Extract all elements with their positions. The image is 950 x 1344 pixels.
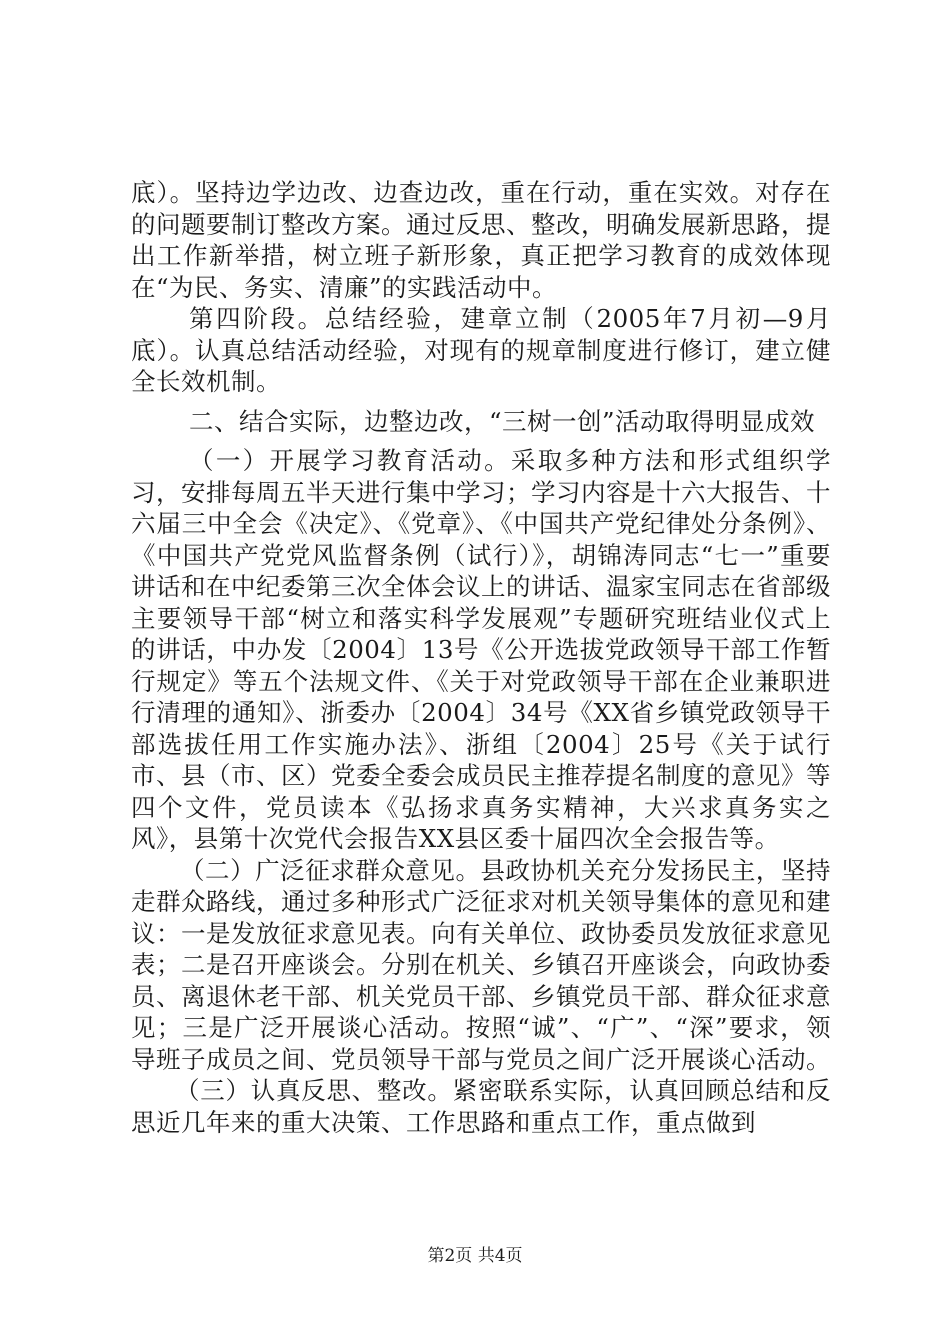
section-heading-two: 二、结合实际，边整边改，“三树一创”活动取得明显成效	[189, 406, 816, 436]
document-body	[131, 177, 831, 1138]
paragraph-stage-four: 第四阶段。总结经验，建章立制（2005年7月初—9月底）。认真总结活动经验，对现有的规章制度进行修订，建立健全长效机制。	[131, 304, 831, 396]
page-number-footer: 第2页 共4页	[427, 1246, 523, 1266]
paragraph-solicit-opinions: （二）广泛征求群众意见。县政协机关充分发扬民主，坚持走群众路线，通过多种形式广泛征求对机关领导集体的意见和建议：一是发放征求意见表。向有关单位、政协委员发放征求意见表；二是召开座谈会。分别在机关、乡镇召开座谈会，向政协委员、离退休老干部、机关党员干部、乡镇党员干部、群众征求意见；三是广泛开展谈心活动。按照“诚”、“广”、“深”要求，领导班子成员之间、党员领导干部与党员之间广泛开展谈心活动。	[131, 855, 831, 1074]
paragraph-study-activities: （一）开展学习教育活动。采取多种方法和形式组织学习，安排每周五半天进行集中学习；学习内容是十六大报告、十六届三中全会《决定》、《党章》、《中国共产党纪律处分条例》、《中国共产党党风监督条例（试行）》，胡锦涛同志“七一”重要讲话和在中纪委第三次全体会议上的讲话、温家宝同志在省部级主要领导干部“树立和落实科学发展观”专题研究班结业仪式上的讲话，中办发〔2004〕13号《公开选拔党政领导干部工作暂行规定》等五个法规文件、《关于对党政领导干部在企业兼职进行清理的通知》、浙委办〔2004〕34号《XX省乡镇党政领导干部选拔任用工作实施办法》、浙组〔2004〕25号《关于试行市、县（市、区）党委全委会成员民主推荐提名制度的意见》等四个文件，党员读本《弘扬求真务实精神，大兴求真务实之风》，县第十次党代会报告XX县区委十届四次全会报告等。	[131, 446, 831, 853]
paragraph-continuation: 底）。坚持边学边改、边查边改，重在行动，重在实效。对存在的问题要制订整改方案。通过反思、整改，明确发展新思路，提出工作新举措，树立班子新形象，真正把学习教育的成效体现在“为民、务实、清廉”的实践活动中。	[131, 178, 831, 302]
paragraph-reflect-rectify: （三）认真反思、整改。紧密联系实际，认真回顾总结和反思近几年来的重大决策、工作思路和重点工作，重点做到	[131, 1076, 831, 1137]
